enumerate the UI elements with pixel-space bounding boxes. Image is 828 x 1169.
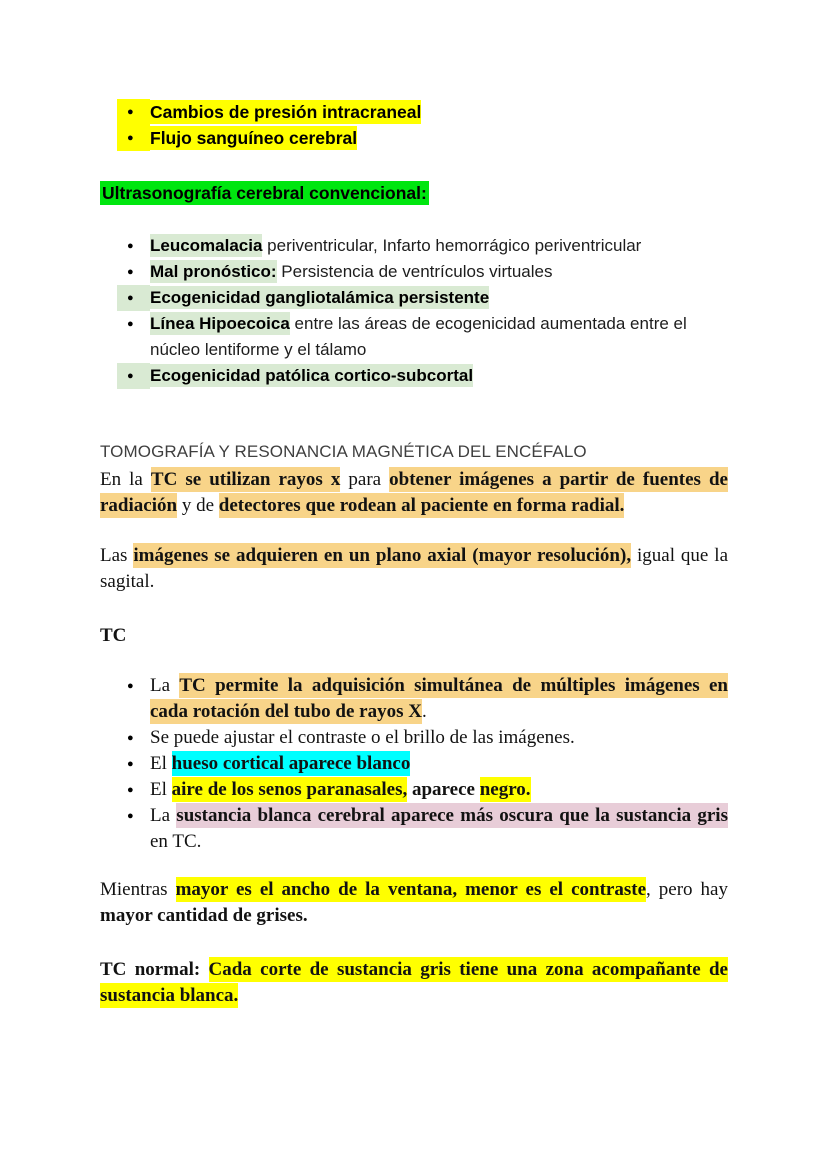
bullet-icon: ●	[117, 99, 150, 125]
text-segment: sustancia blanca cerebral aparece más oscura que la sustancia gris	[176, 805, 728, 826]
text-segment: obtener imágenes a partir de fuentes de radiación	[100, 469, 728, 516]
text-segment: TC	[100, 625, 127, 646]
text-segment: Cambios de presión intracraneal	[150, 102, 422, 122]
text-segment: La	[150, 675, 180, 696]
bullet-icon: ●	[127, 318, 134, 330]
text-segment: Ultrasonografía cerebral convencional:	[102, 183, 427, 203]
list-item	[127, 725, 728, 751]
bullet-icon: ●	[117, 125, 150, 151]
bullet-icon: ●	[127, 784, 134, 796]
text-segment: mayor es el ancho de la ventana, menor es el contraste	[175, 879, 647, 900]
heading-ultrasonografia	[100, 180, 728, 206]
bullet-icon: ●	[127, 810, 134, 822]
list-item	[127, 233, 728, 259]
text-segment: periventricular, Infarto hemorrágico periventricular	[262, 236, 642, 255]
tc-features-list	[100, 673, 728, 855]
list-item	[127, 751, 728, 777]
text-segment: TC permite la adquisición simultánea de múltiples imágenes en cada rotación del tubo de rayos X	[150, 675, 728, 722]
text-segment: Mal pronóstico:	[150, 262, 277, 281]
paragraph-tc-normal	[100, 957, 728, 1009]
list-item	[127, 99, 728, 125]
text-segment: imágenes se adquieren en un plano axial (mayor resolución),	[133, 545, 632, 566]
text-segment: detectores que rodean al paciente en forma radial.	[218, 495, 625, 516]
bullet-icon: ●	[127, 266, 134, 278]
text-segment: TC se utilizan rayos x	[150, 469, 341, 490]
heading-tomografia-resonancia	[100, 439, 728, 465]
bullet-icon: ●	[127, 240, 134, 252]
ultrasonografia-findings-list	[100, 233, 728, 389]
text-segment: Cada corte de sustancia gris tiene una zona acompañante de sustancia blanca.	[100, 959, 728, 1006]
list-item	[127, 803, 728, 855]
text-segment: aire de los senos paranasales,	[171, 779, 408, 800]
text-segment: para	[340, 469, 390, 490]
text-segment: Se puede ajustar el contraste o el brillo de las imágenes.	[150, 727, 575, 748]
bullet-icon: ●	[127, 732, 134, 744]
text-segment: hueso cortical aparece blanco	[171, 753, 411, 774]
paragraph-tc-rayos-x	[100, 467, 728, 519]
bullet-icon: ●	[127, 680, 134, 692]
text-segment: El	[150, 779, 172, 800]
paragraph-plano-axial	[100, 543, 728, 595]
text-segment: El	[150, 753, 172, 774]
text-segment: .	[421, 701, 427, 722]
text-segment: aparece	[407, 779, 480, 800]
text-segment: en TC.	[150, 831, 202, 852]
bullet-icon: ●	[117, 363, 150, 389]
text-segment: Persistencia de ventrículos virtuales	[276, 262, 553, 281]
text-segment: negro.	[479, 779, 531, 800]
text-segment: Mientras	[100, 879, 176, 900]
bullet-icon: ●	[127, 758, 134, 770]
text-segment: TOMOGRAFÍA Y RESONANCIA MAGNÉTICA DEL ENCÉFALO	[100, 442, 587, 461]
text-segment: mayor cantidad de grises.	[100, 905, 308, 926]
text-segment: Ecogenicidad patólica cortico-subcortal	[150, 366, 474, 385]
intro-bullet-list	[100, 99, 728, 151]
list-item	[127, 259, 728, 285]
text-segment: Ecogenicidad gangliotalámica persistente	[150, 288, 490, 307]
list-item	[127, 285, 728, 311]
list-item	[127, 125, 728, 151]
text-segment: Las	[100, 545, 134, 566]
text-segment: entre las áreas de ecogenicidad aumentada entre el núcleo lentiforme y el tálamo	[150, 314, 687, 359]
bullet-icon: ●	[117, 285, 150, 311]
text-segment: igual que la sagital.	[100, 545, 729, 592]
list-item	[127, 673, 728, 725]
text-segment: y de	[177, 495, 219, 516]
text-segment: Línea Hipoecoica	[150, 314, 290, 333]
text-segment: En la	[100, 469, 151, 490]
text-segment: , pero hay	[646, 879, 728, 900]
text-segment: La	[150, 805, 177, 826]
list-item	[127, 311, 728, 363]
text-segment: Leucomalacia	[150, 236, 263, 255]
paragraph-ancho-ventana	[100, 877, 728, 929]
text-segment: Flujo sanguíneo cerebral	[150, 128, 358, 148]
list-item	[127, 777, 728, 803]
list-item	[127, 363, 728, 389]
tc-subheading	[100, 623, 728, 649]
text-segment: TC normal:	[100, 959, 209, 980]
